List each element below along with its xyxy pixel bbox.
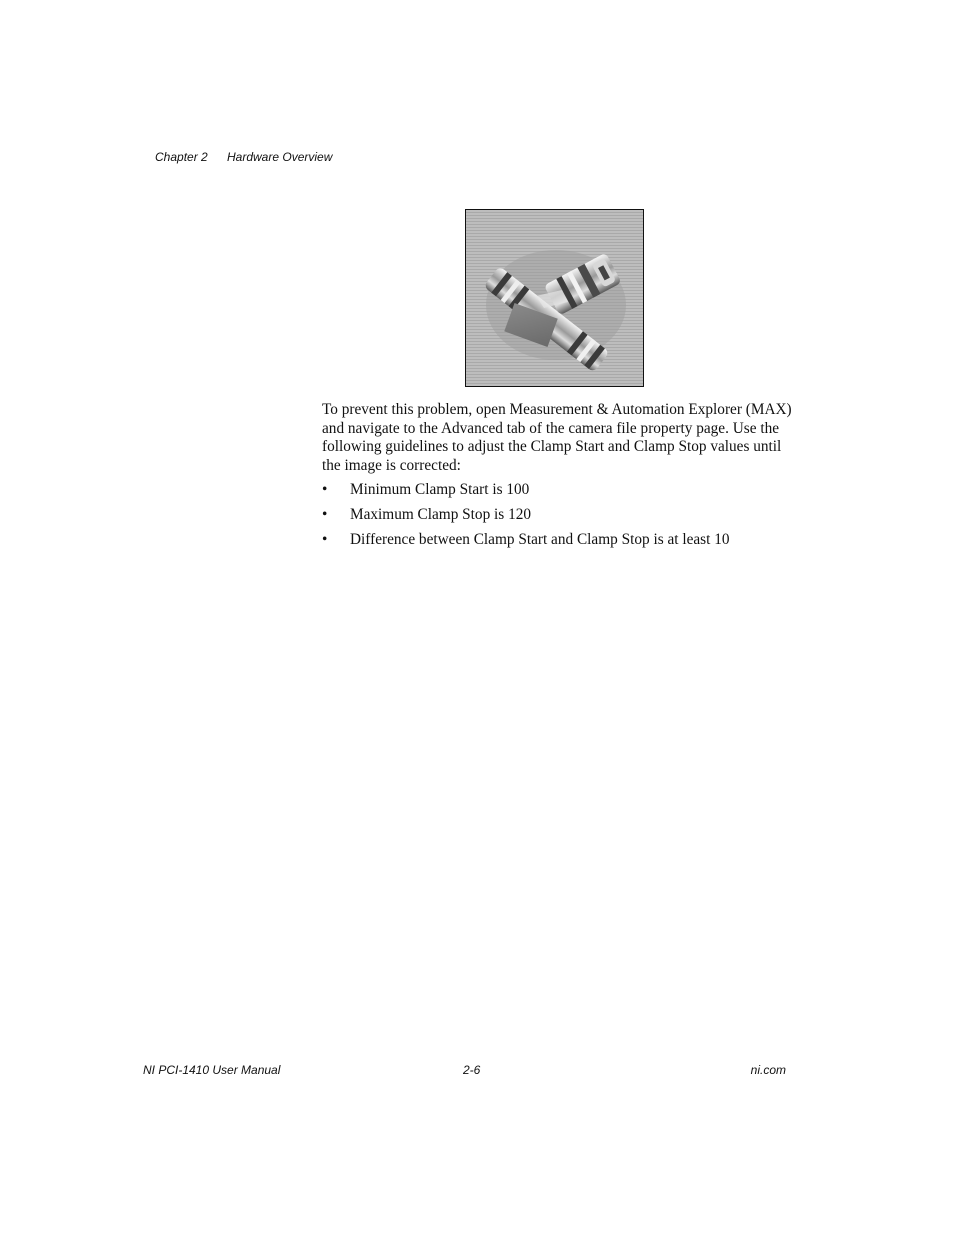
running-header bbox=[155, 150, 333, 164]
list-item bbox=[322, 481, 792, 500]
list-item bbox=[322, 531, 792, 550]
chapter-number: Chapter 2 bbox=[155, 150, 208, 164]
running-footer bbox=[143, 1063, 786, 1079]
body-paragraph: To prevent this problem, open Measurement & Automation Explorer (MAX) and navigate to the Advanced tab of the camera file property page. Use the following guidelines to adjust the Clamp Start and Clamp Stop values until the image is corrected: bbox=[322, 401, 792, 474]
body-text bbox=[322, 401, 792, 556]
bullet-icon: • bbox=[322, 506, 328, 524]
list-item-text: Maximum Clamp Stop is 120 bbox=[350, 506, 532, 524]
list-item-text: Minimum Clamp Start is 100 bbox=[350, 481, 530, 499]
connector-photo bbox=[465, 209, 644, 387]
manual-title: NI PCI-1410 User Manual bbox=[143, 1063, 281, 1077]
guidelines-list bbox=[322, 481, 792, 550]
page-number: 2-6 bbox=[463, 1063, 481, 1077]
bullet-icon: • bbox=[322, 531, 328, 549]
website-link[interactable]: ni.com bbox=[750, 1063, 786, 1077]
bullet-icon: • bbox=[322, 481, 328, 499]
list-item bbox=[322, 506, 792, 525]
chapter-title: Hardware Overview bbox=[227, 150, 333, 164]
list-item-text: Difference between Clamp Start and Clamp Stop is at least 10 bbox=[350, 531, 730, 549]
